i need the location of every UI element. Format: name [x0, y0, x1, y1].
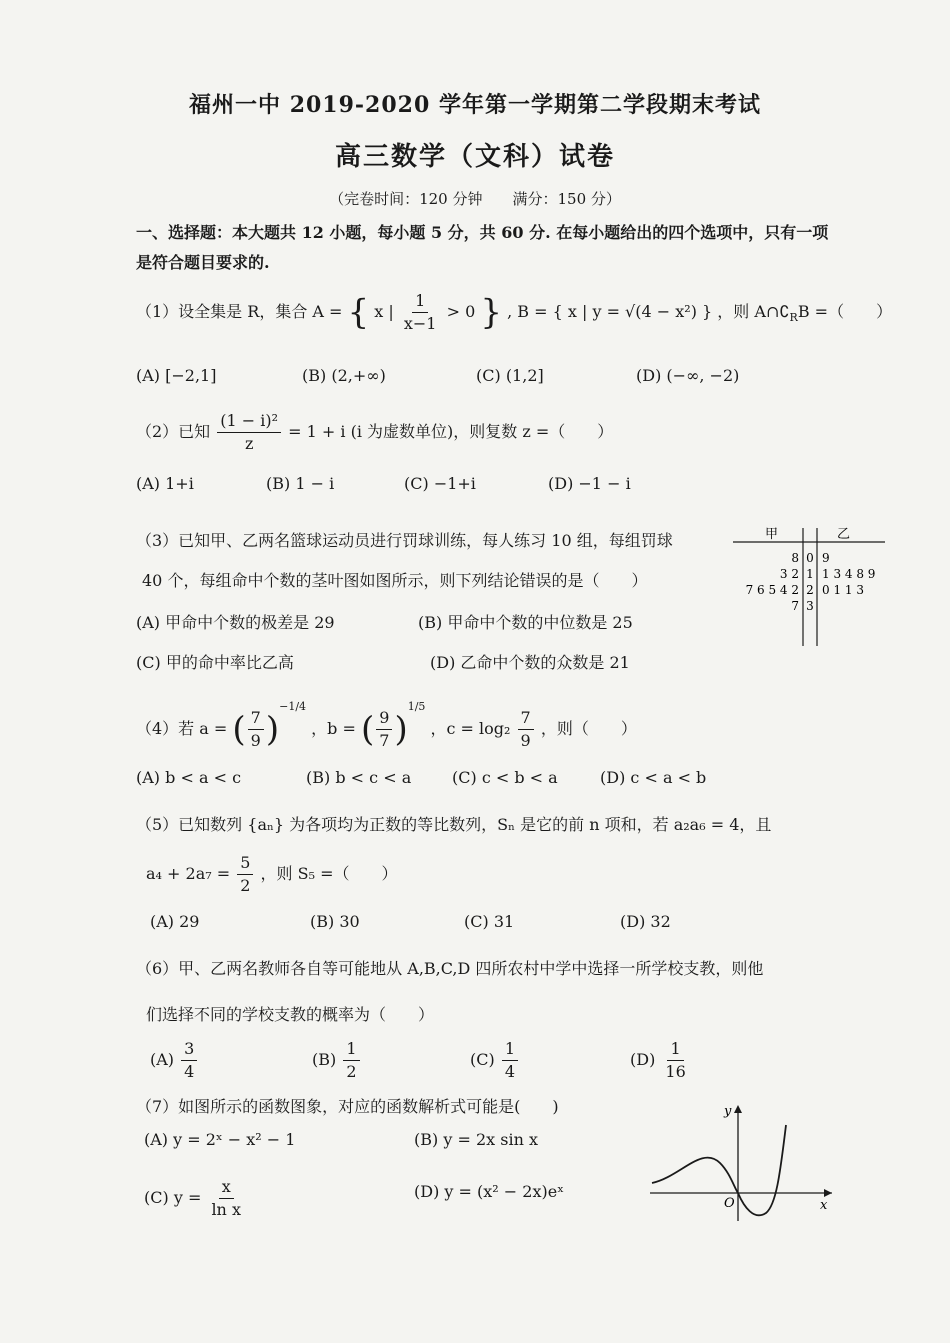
- q6-line2: 们选择不同的学校支教的概率为（ ）: [146, 1005, 435, 1024]
- q4-tail: ，则（ ）: [540, 719, 637, 738]
- stem-leaf-left-leaves: 7: [791, 599, 799, 613]
- q1-setA-pre: x |: [374, 302, 394, 321]
- stem-leaf-plot: [725, 520, 895, 650]
- q2-den: z: [244, 434, 254, 453]
- q7-option-b: (B) y = 2x sin x: [414, 1130, 538, 1149]
- q5-option-b: (B) 30: [310, 912, 360, 931]
- q4-c-num: 7: [518, 707, 534, 730]
- q1-setB: , B = { x | y = √(4 − x²) }: [507, 302, 713, 321]
- q4-a-den: 9: [250, 731, 261, 750]
- section-heading: 一、选择题：本大题共 12 小题，每小题 5 分，共 60 分. 在每小题给出的四个选项中，只有一项是符合题目要求的.: [136, 223, 829, 272]
- y-axis-label: y: [724, 1104, 732, 1119]
- stem-leaf-right-leaves: 1 3 4 8 9: [822, 567, 876, 581]
- q7-option-c-pre: (C) y =: [144, 1188, 202, 1207]
- q7-option-c-num: x: [219, 1176, 234, 1199]
- stem-leaf-stem: 2: [806, 583, 814, 597]
- q3-line1: （3）已知甲、乙两名篮球运动员进行罚球训练，每人练习 10 组，每组罚球: [136, 531, 673, 550]
- q5-line2-post: ，则 S₅ =（ ）: [260, 864, 398, 883]
- q1-tail-sub: R: [789, 311, 798, 325]
- q6-option-b: [312, 1038, 362, 1083]
- q1-setA-den: x−1: [403, 314, 437, 333]
- stem-leaf-right-leaves: 0 1 1 3: [822, 583, 864, 597]
- question-1: （1）设全集是 R，集合 A = { x | $\frac{1}{x-1}$ > 0 } , B = { x | y = √(4 − x²) } ，则 $A\cap∁_RB$ =（ ）: [136, 291, 893, 333]
- q5-option-c: (C) 31: [464, 912, 515, 931]
- function-curve: [652, 1125, 786, 1215]
- q2-option-a: (A) 1+i: [136, 474, 194, 493]
- q2-num: (1 − i)²: [217, 410, 281, 433]
- q4-a-exp: −1/4: [279, 700, 307, 713]
- question-2: [136, 410, 613, 455]
- stem-leaf-stem: 3: [806, 599, 814, 613]
- q1-option-c: (C) (1,2]: [476, 366, 544, 385]
- stem-leaf-left-header: 甲: [765, 527, 779, 542]
- q2-tail: = 1 + i (i 为虚数单位)，则复数 z =（ ）: [288, 422, 614, 441]
- q1-tail: ，则 A∩∁: [717, 302, 790, 321]
- q4-b-exp: 1/5: [407, 700, 426, 713]
- stem-leaf-right-header: 乙: [837, 527, 851, 542]
- q5-den: 2: [240, 876, 251, 895]
- q4-lead: （4）若 a =: [136, 719, 228, 738]
- q4-b-lead: ，b =: [311, 719, 356, 738]
- x-axis-label: x: [820, 1198, 828, 1213]
- q4-a-num: 7: [248, 707, 264, 730]
- q3-option-b: (B) 甲命中个数的中位数是 25: [418, 613, 633, 632]
- q2-lead: （2）已知: [136, 422, 211, 441]
- q7-option-c: [144, 1176, 246, 1221]
- q4-b-den: 7: [379, 731, 390, 750]
- origin-label: O: [724, 1196, 735, 1211]
- q4-c-den: 9: [520, 731, 531, 750]
- q5-line1: （5）已知数列 {aₙ} 为各项均为正数的等比数列，Sₙ 是它的前 n 项和，若 a₂a₆ = 4，且: [136, 815, 772, 834]
- q4-option-c: (C) c < b < a: [452, 768, 558, 787]
- function-graph: [640, 1095, 840, 1225]
- stem-leaf-right-leaves: 9: [822, 551, 830, 565]
- q6-option-c-label: (C): [470, 1050, 495, 1069]
- q1-option-a: (A) [−2,1]: [136, 366, 217, 385]
- q7-option-a: (A) y = 2ˣ − x² − 1: [144, 1130, 296, 1149]
- q6-option-a-num: 3: [181, 1038, 197, 1061]
- y-axis-arrow-icon: [734, 1105, 742, 1113]
- q6-option-d-den: 16: [665, 1062, 686, 1081]
- q5-line2-pre: a₄ + 2a₇ =: [146, 864, 231, 883]
- q4-option-a: (A) b < a < c: [136, 768, 242, 787]
- q7-option-d: (D) y = (x² − 2x)eˣ: [414, 1182, 564, 1201]
- q4-b-num: 9: [376, 707, 392, 730]
- q1-option-b: (B) (2,+∞): [302, 366, 386, 385]
- exam-info: （完卷时间：120 分钟 满分：150 分）: [329, 190, 621, 208]
- q6-option-d: [630, 1038, 691, 1083]
- exam-title: 福州一中 2019-2020 学年第一学期第二学段期末考试: [189, 92, 761, 118]
- stem-leaf-left-leaves: 8: [791, 551, 799, 565]
- exam-subtitle: 高三数学（文科）试卷: [334, 142, 615, 172]
- q5-option-d: (D) 32: [620, 912, 671, 931]
- stem-leaf-stem: 0: [806, 551, 814, 565]
- q1-tail2: B =（ ）: [797, 302, 893, 321]
- q6-option-b-den: 2: [346, 1062, 357, 1081]
- stem-leaf-left-leaves: 3 2: [779, 567, 799, 581]
- q5-option-a: (A) 29: [150, 912, 200, 931]
- q6-option-a-label: (A): [150, 1050, 175, 1069]
- q3-option-d: (D) 乙命中个数的众数是 21: [430, 653, 630, 672]
- q6-line1: （6）甲、乙两名教师各自等可能地从 A,B,C,D 四所农村中学中选择一所学校支教，则他: [136, 959, 764, 978]
- stem-leaf-left-leaves: 7 6 5 4 2: [745, 583, 799, 597]
- q1-lead: （1）设全集是 R，集合 A =: [136, 302, 343, 321]
- q5-num: 5: [237, 852, 253, 875]
- stem-leaf-stem: 1: [806, 567, 814, 581]
- q6-option-d-label: (D): [630, 1050, 656, 1069]
- q2-option-b: (B) 1 − i: [266, 474, 335, 493]
- q4-c-lead: ，c = log₂: [430, 719, 511, 738]
- q3-option-c: (C) 甲的命中率比乙高: [136, 653, 294, 672]
- q5-line2: [146, 852, 398, 897]
- q6-option-a-den: 4: [184, 1062, 195, 1081]
- q6-option-d-num: 1: [667, 1038, 683, 1061]
- q1-setA-post: > 0: [446, 302, 476, 321]
- q7-lead: （7）如图所示的函数图象，对应的函数解析式可能是( ): [136, 1097, 559, 1116]
- q6-option-c-num: 1: [502, 1038, 518, 1061]
- q2-option-c: (C) −1+i: [404, 474, 476, 493]
- q4-option-b: (B) b < c < a: [306, 768, 412, 787]
- q4-option-d: (D) c < a < b: [600, 768, 707, 787]
- q6-option-c: [470, 1038, 520, 1083]
- q2-option-d: (D) −1 − i: [548, 474, 631, 493]
- x-axis-arrow-icon: [824, 1189, 832, 1197]
- q3-line2: 40 个，每组命中个数的茎叶图如图所示，则下列结论错误的是（ ）: [142, 571, 648, 590]
- q7-option-c-den: ln x: [211, 1200, 241, 1219]
- q1-option-d: (D) (−∞, −2): [636, 366, 740, 385]
- q3-option-a: (A) 甲命中个数的极差是 29: [136, 613, 335, 632]
- q6-option-b-label: (B): [312, 1050, 337, 1069]
- question-4: （4）若 a = ( $\frac{7}{9}$ )$^{-1/4}$ ，b = ( $\frac{9}{7}$ )$^{1/5}$ ，c = log₂ $\frac{7}{9}$ ，则（ ）: [136, 700, 637, 750]
- q6-option-b-num: 1: [343, 1038, 359, 1061]
- q6-option-c-den: 4: [504, 1062, 516, 1081]
- q1-setA-num: 1: [412, 290, 428, 313]
- q6-option-a: [150, 1038, 199, 1083]
